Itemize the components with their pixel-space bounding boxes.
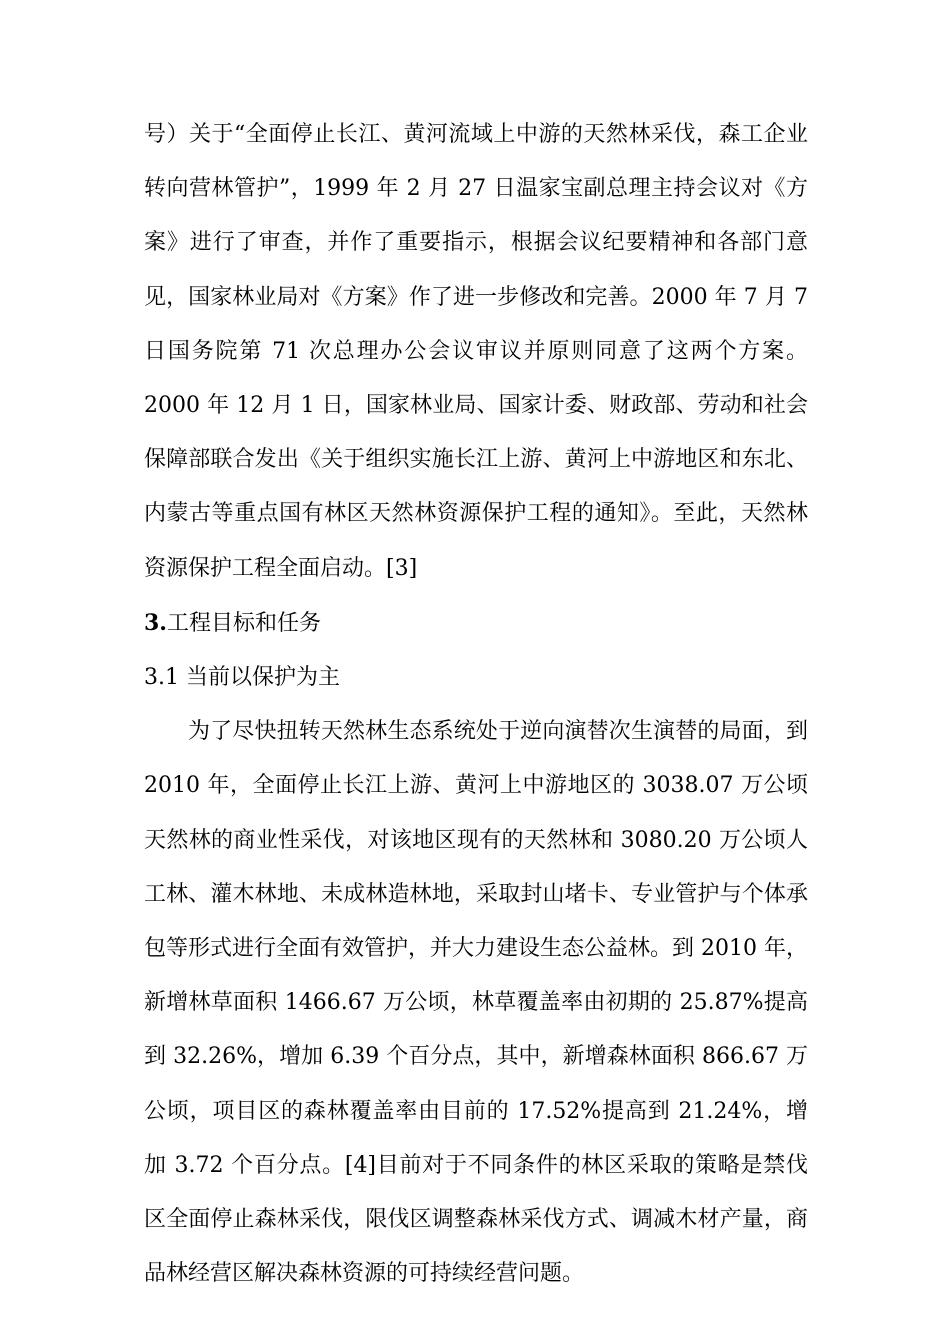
document-body <box>144 108 808 1301</box>
section-heading-3-number: 3. <box>144 609 167 636</box>
section-heading-3-1: 3.1 当前以保护为主 <box>144 665 340 691</box>
paragraph-protection-goals: 为了尽快扭转天然林生态系统处于逆向演替次生演替的局面，到 2010 年，全面停止长江上游、黄河上中游地区的 3038.07 万公顷天然林的商业性采伐，对该地区现有的天然林和 3080.20 万公顷人工林、灌木林地、未成林造林地，采取封山堵卡、专业管护与个体承包等形式进行全面有效管护，并大力建设生态公益林。到 2010 年，新增林草面积 1466.67 万公顷，林草覆盖率由初期的 25.87%提高到 32.26%，增加 6.39 个百分点，其中，新增森林面积 866.67 万公顷，项目区的森林覆盖率由目前的 17.52%提高到 21.24%，增加 3.72 个百分点。[4]目前对于不同条件的林区采取的策略是禁伐区全面停止森林采伐，限伐区调整森林采伐方式、调减木材产量，商品林经营区解决森林资源的可持续经营问题。 <box>144 719 808 1287</box>
paragraph-project-launch: 号）关于“全面停止长江、黄河流域上中游的天然林采伐，森工企业转向营林管护”，1999 年 2 月 27 日温家宝副总理主持会议对《方案》进行了审查，并作了重要指示，根据会议纪要精神和各部门意见，国家林业局对《方案》作了进一步修改和完善。2000 年 7 月 7 日国务院第 71 次总理办公会议审议并原则同意了这两个方案。2000 年 12 月 1 日，国家林业局、国家计委、财政部、劳动和社会保障部联合发出《关于组织实施长江上游、黄河上中游地区和东北、内蒙古等重点国有林区天然林资源保护工程的通知》。至此，天然林资源保护工程全面启动。[3] <box>144 122 808 581</box>
section-heading-3-title: 工程目标和任务 <box>166 610 321 636</box>
section-heading-3 <box>144 596 808 651</box>
